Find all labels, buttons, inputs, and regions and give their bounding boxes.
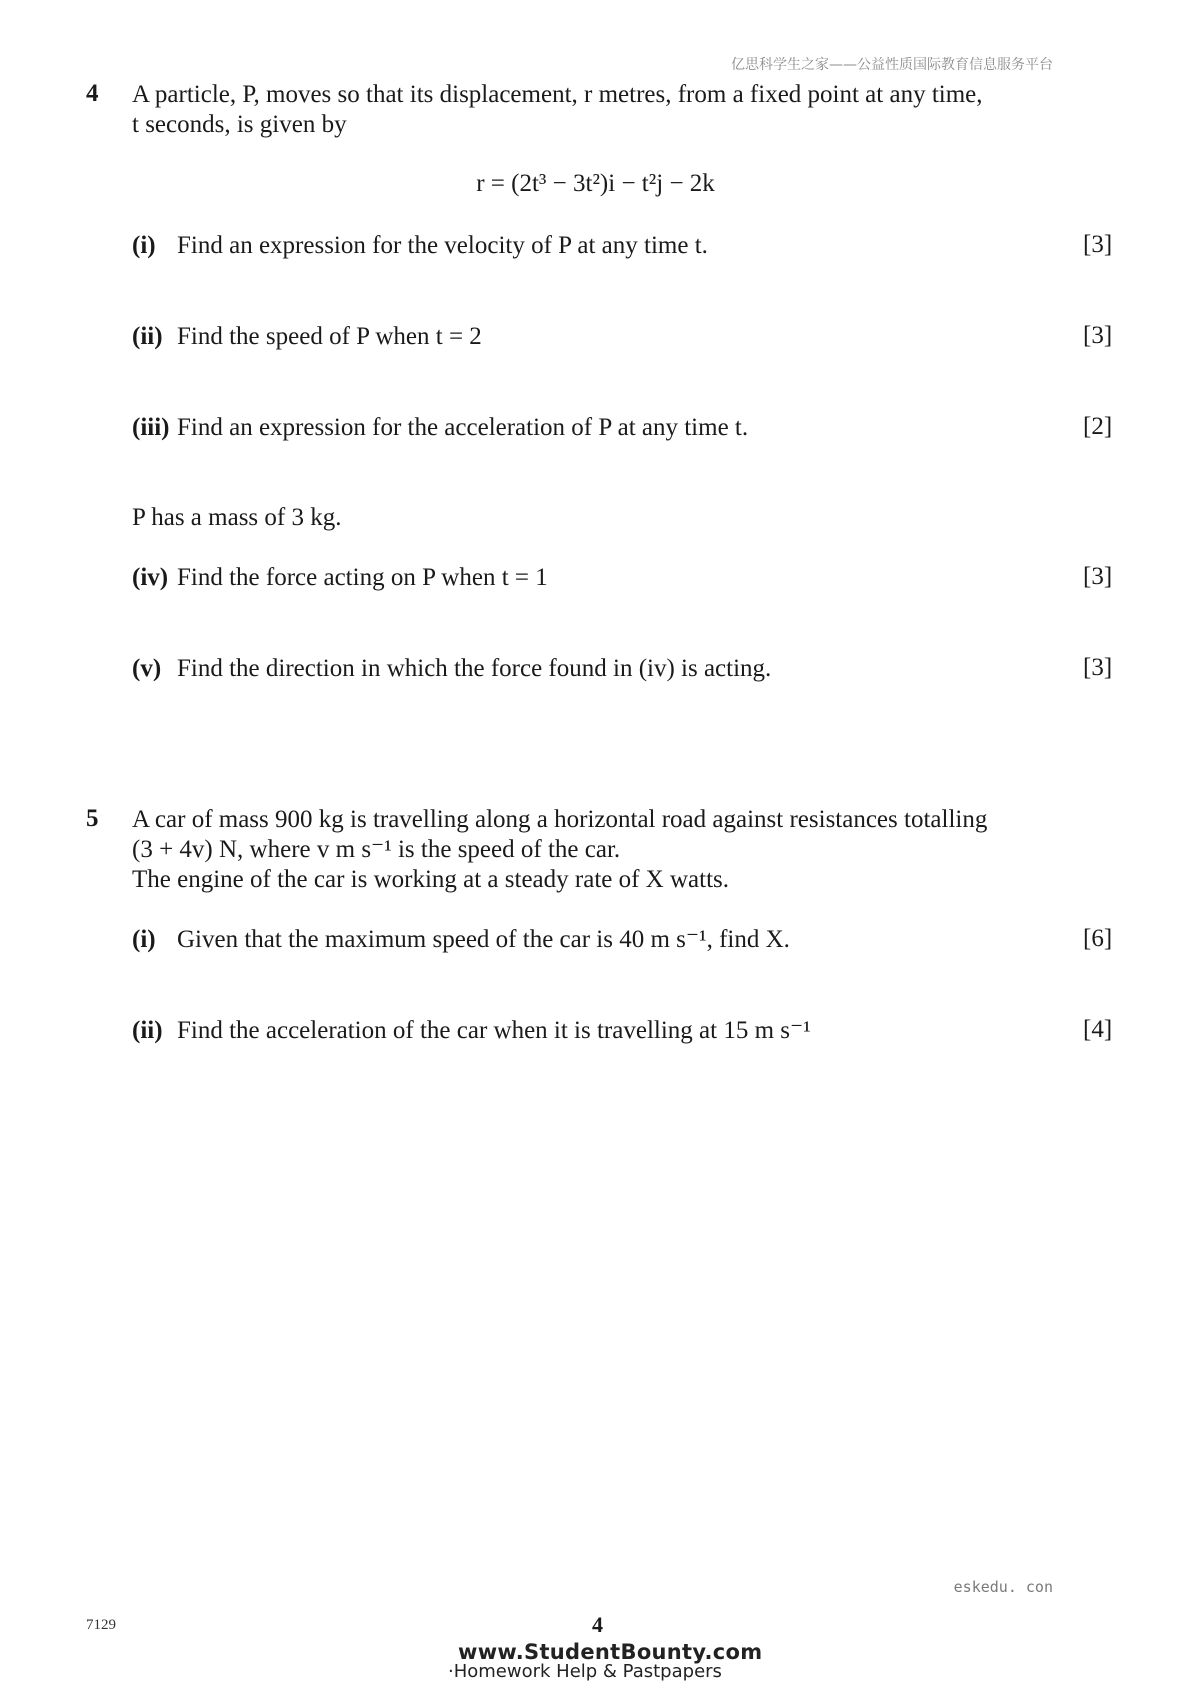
studentbounty-tagline: ·Homework Help & Pastpapers xyxy=(448,1661,722,1682)
part-text: Find an expression for the velocity of P at any time t. xyxy=(177,232,708,259)
footer-watermark: eskedu. con xyxy=(953,1578,1053,1596)
question-4-intro xyxy=(132,80,983,140)
q5-line2: (3 + 4v) N, where v m s⁻¹ is the speed of the car. xyxy=(132,836,621,863)
q5-part-ii-marks: [4] xyxy=(1083,1016,1113,1043)
q5-part-i xyxy=(132,925,790,955)
header-watermark: 亿思科学生之家——公益性质国际教育信息服务平台 xyxy=(731,57,1053,73)
part-text: Find the speed of P when t = 2 xyxy=(177,323,482,350)
q4-mass-statement: P has a mass of 3 kg. xyxy=(132,504,342,531)
q4-intro-line2: t seconds, is given by xyxy=(132,111,347,138)
part-label: (iv) xyxy=(132,564,169,591)
question-5-number: 5 xyxy=(86,805,99,832)
part-label: (ii) xyxy=(132,1017,163,1044)
part-label: (iii) xyxy=(132,414,170,441)
part-label: (ii) xyxy=(132,323,163,350)
q5-line1: A car of mass 900 kg is travelling along a horizontal road against resistances totalling xyxy=(132,806,988,833)
part-text: Find an expression for the acceleration of P at any time t. xyxy=(177,414,749,441)
q5-line3: The engine of the car is working at a steady rate of X watts. xyxy=(132,866,730,893)
q4-part-v-marks: [3] xyxy=(1083,654,1113,681)
q4-part-i-marks: [3] xyxy=(1083,231,1113,258)
q4-part-ii xyxy=(132,322,482,352)
part-text: Given that the maximum speed of the car is 40 m s⁻¹, find X. xyxy=(177,926,790,953)
q4-part-iv-marks: [3] xyxy=(1083,563,1113,590)
question-4-number: 4 xyxy=(86,80,99,107)
part-label: (i) xyxy=(132,232,156,259)
page-number: 4 xyxy=(592,1612,603,1637)
q4-part-iv xyxy=(132,563,548,593)
q4-part-ii-marks: [3] xyxy=(1083,322,1113,349)
part-text: Find the direction in which the force found in (iv) is acting. xyxy=(177,655,772,682)
paper-code: 7129 xyxy=(86,1617,116,1633)
studentbounty-link[interactable]: www.StudentBounty.com xyxy=(458,1640,763,1664)
displacement-equation: r = (2t³ − 3t²)i − t²j − 2k xyxy=(476,170,715,197)
q5-part-i-marks: [6] xyxy=(1083,925,1113,952)
part-text: Find the acceleration of the car when it is travelling at 15 m s⁻¹ xyxy=(177,1017,811,1044)
q4-intro-line1: A particle, P, moves so that its displacement, r metres, from a fixed point at any time, xyxy=(132,81,983,108)
q5-part-ii xyxy=(132,1016,811,1046)
q4-part-v xyxy=(132,654,771,684)
part-label: (i) xyxy=(132,926,156,953)
part-label: (v) xyxy=(132,655,162,682)
q4-part-i xyxy=(132,231,708,261)
q4-part-iii-marks: [2] xyxy=(1083,413,1113,440)
part-text: Find the force acting on P when t = 1 xyxy=(177,564,548,591)
question-5-intro xyxy=(132,805,987,895)
q4-part-iii xyxy=(132,413,748,443)
